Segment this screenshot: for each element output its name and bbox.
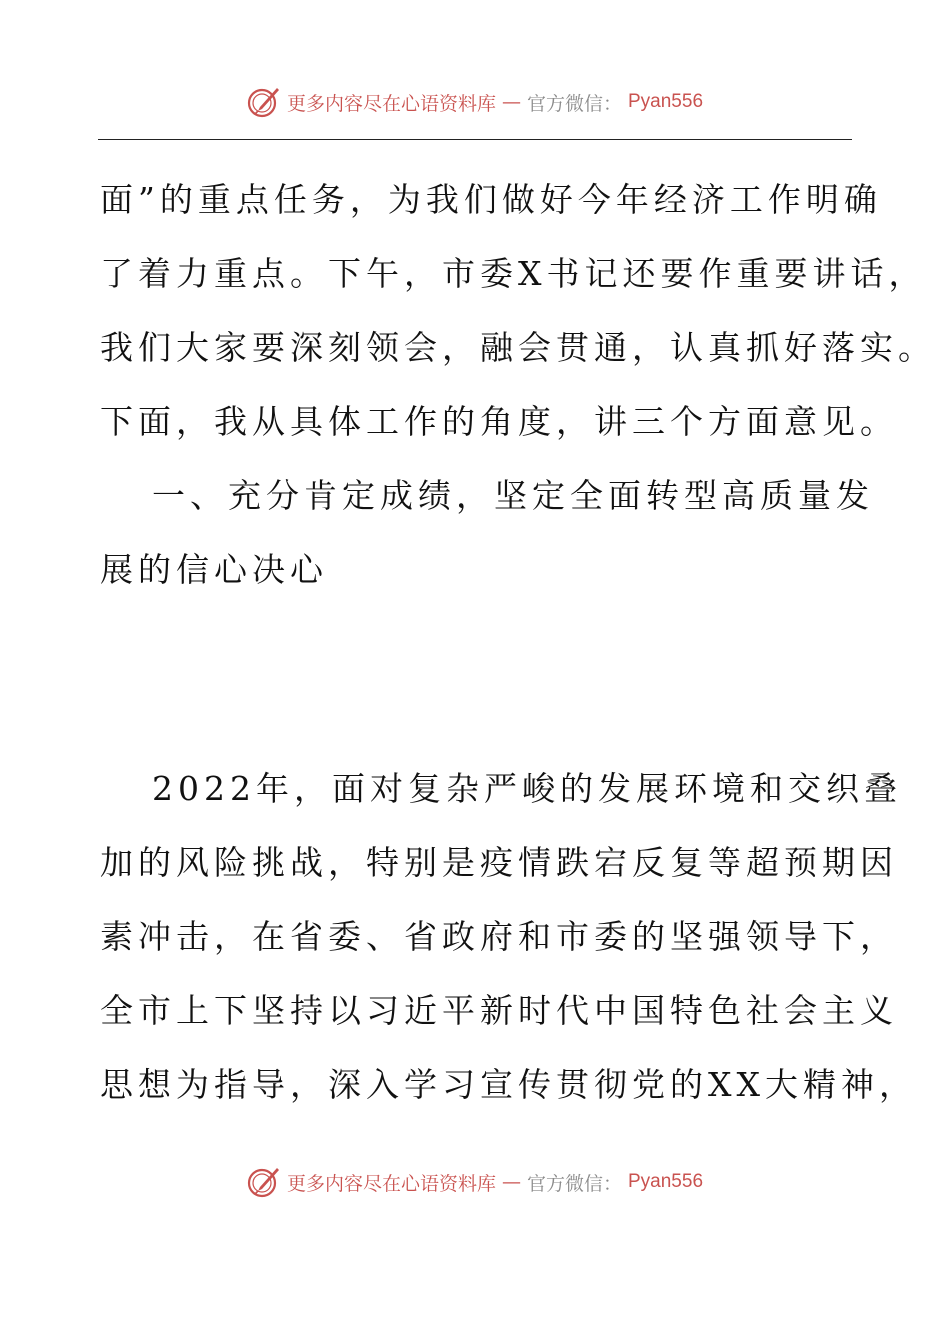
header-divider (98, 139, 852, 140)
banner-official-label: 官方微信： (526, 92, 622, 115)
banner-title: 更多内容尽在心语资料库 (286, 92, 496, 115)
body-line: 面”的重点任务，为我们做好今年经济工作明确 (100, 180, 882, 219)
banner-account-id: Pyan556 (628, 91, 704, 112)
body-line: 加的风险挑战，特别是疫情跌宕反复等超预期因 (100, 843, 898, 882)
body-line: 我们大家要深刻领会，融会贯通，认真抓好落实。 (100, 328, 936, 367)
banner-title: 更多内容尽在心语资料库 (286, 1172, 496, 1195)
section-heading: 一、充分肯定成绩，坚定全面转型高质量发 (152, 476, 874, 515)
banner-official-label: 官方微信： (526, 1172, 622, 1195)
body-line: 素冲击，在省委、省政府和市委的坚强领导下， (100, 917, 898, 956)
banner-dash: — (501, 91, 521, 113)
body-line: 了着力重点。下午，市委X书记还要作重要讲话， (100, 254, 927, 293)
section-heading-continued: 展的信心决心 (100, 550, 328, 589)
quill-pen-logo-icon (247, 1165, 281, 1199)
banner-dash: — (501, 1171, 521, 1193)
body-line: 全市上下坚持以习近平新时代中国特色社会主义 (100, 991, 898, 1030)
quill-pen-logo-icon (247, 85, 281, 119)
paragraph-first-line: 2022年，面对复杂严峻的发展环境和交织叠 (152, 769, 902, 808)
banner-account-id: Pyan556 (628, 1171, 704, 1192)
body-line: 思想为指导，深入学习宣传贯彻党的XX大精神， (100, 1065, 917, 1104)
header-banner (0, 82, 950, 122)
body-line: 下面，我从具体工作的角度，讲三个方面意见。 (100, 402, 898, 441)
footer-banner (0, 1162, 950, 1202)
